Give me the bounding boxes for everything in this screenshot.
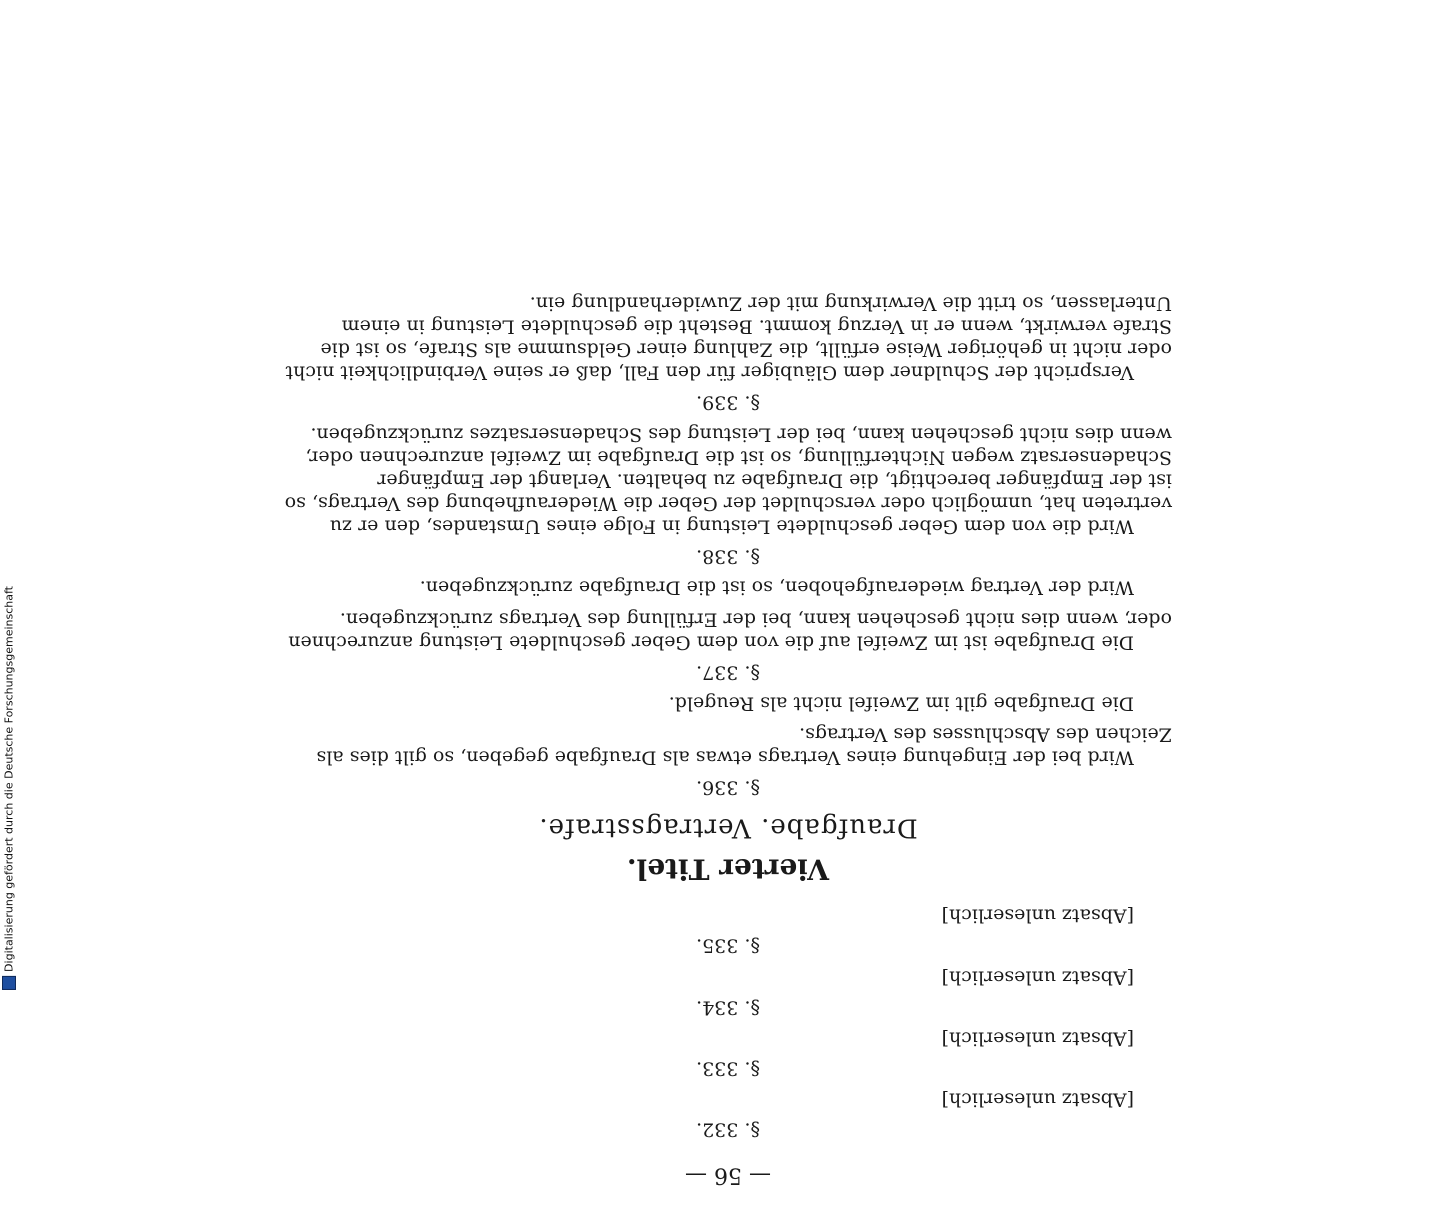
sidebar-credit bbox=[0, 0, 24, 1000]
section-332: §. 332. bbox=[695, 1118, 760, 1141]
section-337-text-1: Die Draufgabe ist im Zweifel auf die von dem Geber geschuldete Leistung anzurechnen oder, wenn dies nicht geschehen kann, bei der Erfüllung des Vertrags zurückzugeben. bbox=[287, 608, 1172, 654]
rotated-content bbox=[228, 0, 1228, 1228]
section-335-text: [Absatz unleserlich] bbox=[941, 904, 1134, 927]
section-336-text-2: Die Draufgabe gilt im Zweifel nicht als Reugeld. bbox=[668, 692, 1134, 715]
section-334-text: [Absatz unleserlich] bbox=[941, 966, 1134, 989]
chapter-subtitle: Draufgabe. Vertragsstrafe. bbox=[537, 812, 918, 843]
section-336-text-1: Wird bei der Eingehung eines Vertrags etwas als Draufgabe gegeben, so gilt dies als Zeichen des Abschlusses des Vertrags. bbox=[316, 723, 1172, 769]
section-335: §. 335. bbox=[695, 934, 760, 957]
section-333-text: [Absatz unleserlich] bbox=[941, 1027, 1134, 1050]
page-number: — 56 — bbox=[684, 1162, 771, 1188]
section-337-text-2: Wird der Vertrag wiederaufgehoben, so ist die Draufgabe zurückzugeben. bbox=[419, 576, 1134, 599]
section-338: §. 338. bbox=[695, 545, 760, 568]
sections-after-title bbox=[284, 291, 1172, 799]
sidebar-credit-text: Digitalisierung gefördert durch die Deutsche Forschungsgemeinschaft bbox=[2, 586, 16, 972]
section-337: §. 337. bbox=[695, 661, 760, 684]
sidebar-text-wrapper bbox=[2, 586, 16, 990]
section-339: §. 339. bbox=[695, 391, 760, 414]
page-body bbox=[228, 0, 1228, 1228]
section-333: §. 333. bbox=[695, 1057, 760, 1080]
section-336: §. 336. bbox=[695, 776, 760, 799]
sections-before-title bbox=[284, 904, 1172, 1141]
section-339-text: Verspricht der Schuldner dem Gläubiger für den Fall, daß er seine Verbindlichkeit nicht oder nicht in gehöriger Weise erfüllt, die Zahlung einer Geldsumme als Strafe, so ist die Strafe verwirkt, wenn er in Verzug kommt. Besteht die geschuldete Leistung in einem Unterlassen, so tritt die Verwirkung mit der Zuwiderhandlung ein. bbox=[285, 292, 1172, 384]
section-332-text: [Absatz unleserlich] bbox=[941, 1088, 1134, 1111]
chapter-title: Vierter Titel. bbox=[626, 852, 829, 886]
section-334: §. 334. bbox=[695, 996, 760, 1019]
dfg-logo bbox=[2, 976, 16, 990]
section-338-text: Wird die von dem Geber geschuldete Leistung in Folge eines Umstandes, den er zu vertreten hat, unmöglich oder verschuldet der Geber die Wiederaufhebung des Vertrags, so ist der Empfänger berechtigt, die Draufgabe zu behalten. Verlangt der Empfänger Schadensersatz wegen Nichterfüllung, so ist die Draufgabe im Zweifel anzurechnen oder, wenn dies nicht geschehen kann, bei der Leistung des Schadensersatzes zurückzugeben. bbox=[284, 423, 1172, 538]
